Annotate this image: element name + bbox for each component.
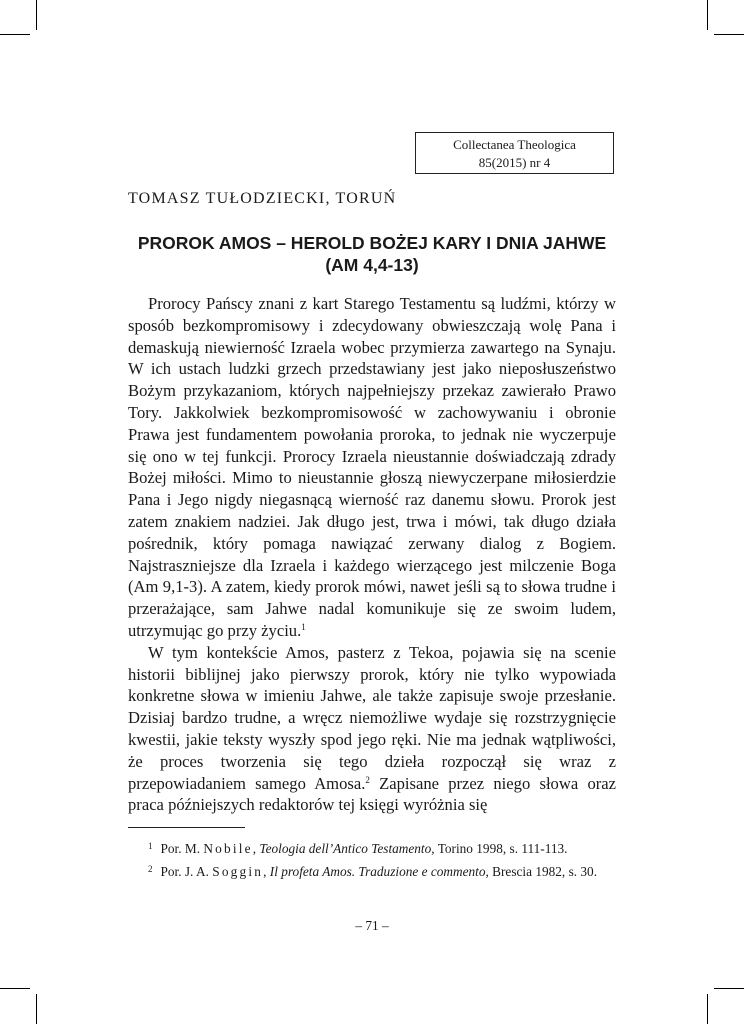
crop-mark xyxy=(714,34,744,35)
footnote-work: Il profeta Amos. Traduzione e commento xyxy=(269,864,486,879)
footnote-separator: , xyxy=(263,864,270,879)
paragraph-text: W tym kontekście Amos, pasterz z Tekoa, pojawia się na scenie historii biblijnej jako pierwszy prorok, który nie tylko wypowiada konkretne słowa w imieniu Jahwe, ale także zapisuje swoje przesłanie. Dzisiaj bardzo trudne, a wręcz niemożliwe wydaje się rozstrzygnięcie kwestii, jakie teksty wyszły spod jego ręki. Nie ma jednak wątpliwości, że proces tworzenia się tego dzieła rozpoczął się wraz z przepowiadaniem samego Amosa. xyxy=(128,642,616,793)
footnote-author: Nobile xyxy=(203,841,253,856)
footnote xyxy=(128,859,616,882)
footnote-rest: , Brescia 1982, s. 30. xyxy=(485,864,598,879)
crop-mark xyxy=(707,0,708,30)
title-line-2: (AM 4,4-13) xyxy=(325,255,419,275)
footnote xyxy=(128,836,616,859)
footnotes xyxy=(128,836,616,882)
crop-mark xyxy=(0,34,30,35)
page-number: – 71 – xyxy=(355,918,389,933)
crop-mark xyxy=(36,994,37,1024)
paragraph xyxy=(128,642,616,816)
footnote-separator: , xyxy=(252,841,260,856)
journal-info-box xyxy=(415,132,614,174)
title-line-1: PROROK AMOS – HEROLD BOŻEJ KARY I DNIA JAHWE xyxy=(137,233,607,253)
crop-mark xyxy=(0,988,30,989)
article-title xyxy=(128,232,616,276)
crop-mark xyxy=(707,994,708,1024)
footnote-prefix: Por. J. A. xyxy=(160,864,213,879)
footnote-rest: , Torino 1998, s. 111-113. xyxy=(431,841,568,856)
journal-name: Collectanea Theologica xyxy=(453,137,576,152)
paragraph-text: Prorocy Pańscy znani z kart Starego Testamentu są ludźmi, którzy w sposób bezkompromisowy i zdecydowany obwieszczają wolę Pana i demaskują niewierność Izraela wobec przymierza zawartego na Synaju. W ich ustach ludzki grzech przedstawiany jest jako nieposłuszeństwo Bożym przykazaniom, których najpełniejszy przekaz zawierało Prawo Tory. Jakkolwiek bezkompromisowość w zachowywaniu i obronie Prawa jest fundamentem powołania proroka, to jednak nie wyczerpuje się ono w tej funkcji. Prorocy Izraela nieustannie doświadczają zdrady Bożej miłości. Mimo to nieustannie głoszą niewyczerpane miłosierdzie Pana i Jego nigdy niegasnącą wierność raz danemu słowu. Prorok jest zatem znakiem nadziei. Jak długo jest, trwa i mówi, tak długo działa pośrednik, który pomaga nawiązać zerwany dialog z Bogiem. Najstraszniejsze dla Izraela i każdego wierzącego jest milczenie Boga (Am 9,1-3). A zatem, kiedy prorok mówi, nawet jeśli są to słowa trudne i przerażające, sam Jahwe nadal komunikuje się ze swoim ludem, utrzymując go przy życiu. xyxy=(128,294,616,640)
footnote-divider xyxy=(128,827,245,828)
footnote-work: Teologia dell’Antico Testamento xyxy=(259,841,432,856)
footnote-prefix: Por. M. xyxy=(160,841,204,856)
article-author: TOMASZ TUŁODZIECKI, TORUŃ xyxy=(128,190,397,207)
crop-mark xyxy=(714,988,744,989)
footnote-number: 1 xyxy=(148,841,153,851)
crop-mark xyxy=(36,0,37,30)
footnote-ref[interactable]: 2 xyxy=(365,774,370,785)
paragraph xyxy=(128,293,616,642)
paragraph-text: Zapisane przez niego słowa oraz praca późniejszych redaktorów tej księgi wyróżnia się xyxy=(128,773,616,815)
footnote-number: 2 xyxy=(148,864,153,874)
journal-issue: 85(2015) nr 4 xyxy=(478,155,551,170)
footnote-author: Soggin xyxy=(212,864,264,879)
article-body xyxy=(128,293,616,816)
footnote-ref[interactable]: 1 xyxy=(301,621,306,632)
